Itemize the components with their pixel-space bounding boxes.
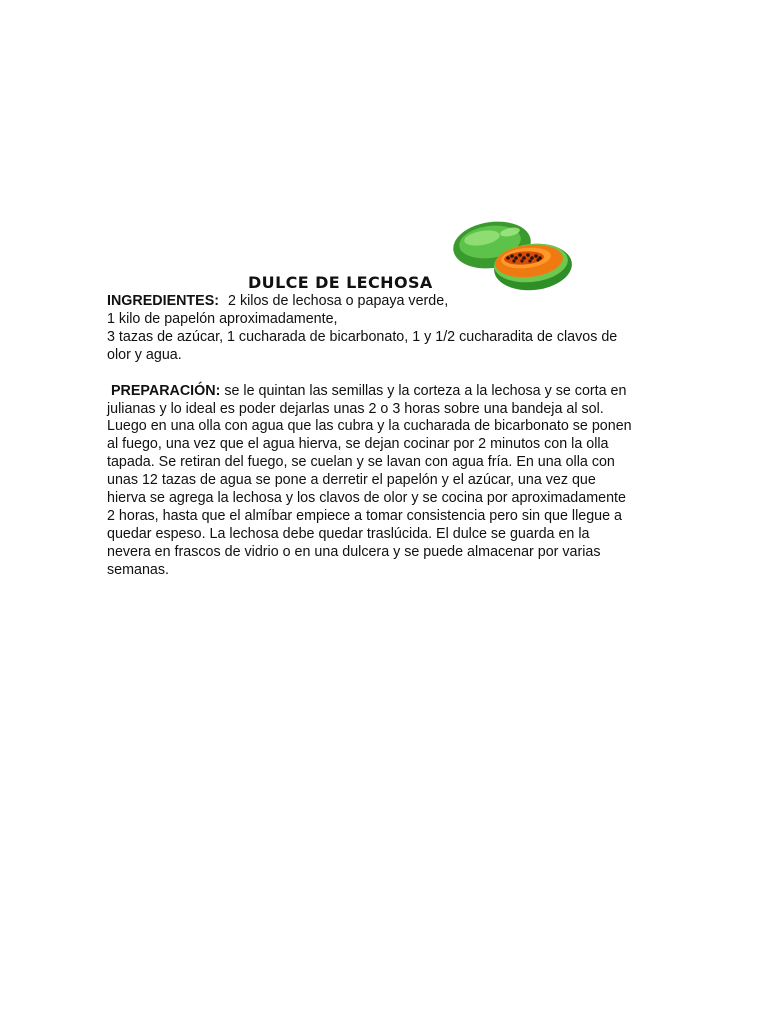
preparation-line: Luego en una olla con agua que las cubra y la cucharada de bicarbonato se ponen [107, 418, 632, 435]
preparation-line: al fuego, una vez que el agua hierva, se dejan cocinar por 2 minutos con la olla [107, 436, 609, 453]
ingredients-line: 3 tazas de azúcar, 1 cucharada de bicarbonato, 1 y 1/2 cucharadita de clavos de [107, 328, 618, 345]
preparation-label: PREPARACIÓN: [111, 382, 221, 399]
preparation-line: quedar espeso. La lechosa debe quedar traslúcida. El dulce se guarda en la [107, 525, 590, 542]
ingredients-line: 1 kilo de papelón aproximadamente, [107, 310, 338, 327]
preparation-line: semanas. [107, 561, 169, 578]
recipe-body [107, 293, 667, 580]
preparation-line: tapada. Se retiran del fuego, se cuelan y se lavan con agua fría. En una olla con [107, 454, 615, 471]
preparation-line: hierva se agrega la lechosa y los clavos de olor y se cocina por aproximadamente [107, 490, 626, 507]
ingredients-text: 2 kilos de lechosa o papaya verde, [228, 293, 449, 309]
preparation-line: 2 horas, hasta que el almíbar empiece a tomar consistencia pero sin que llegue a [107, 507, 622, 524]
ingredients-label: INGREDIENTES: [107, 293, 220, 309]
preparation-line: julianas y lo ideal es poder dejarlas unas 2 o 3 horas sobre una bandeja al sol. [107, 400, 604, 417]
preparation-text: se le quintan las semillas y la corteza a la lechosa y se corta en [224, 382, 627, 399]
ingredients-line [107, 293, 667, 311]
papaya-illustration-icon [452, 214, 576, 294]
preparation-line: unas 12 tazas de agua se pone a derretir el papelón y el azúcar, una vez que [107, 472, 596, 489]
recipe-title: DULCE DE LECHOSA [248, 273, 433, 292]
preparation-line [107, 383, 667, 401]
preparation-line: nevera en frascos de vidrio o en una dulcera y se puede almacenar por varias [107, 543, 601, 560]
ingredients-line: olor y agua. [107, 346, 182, 363]
